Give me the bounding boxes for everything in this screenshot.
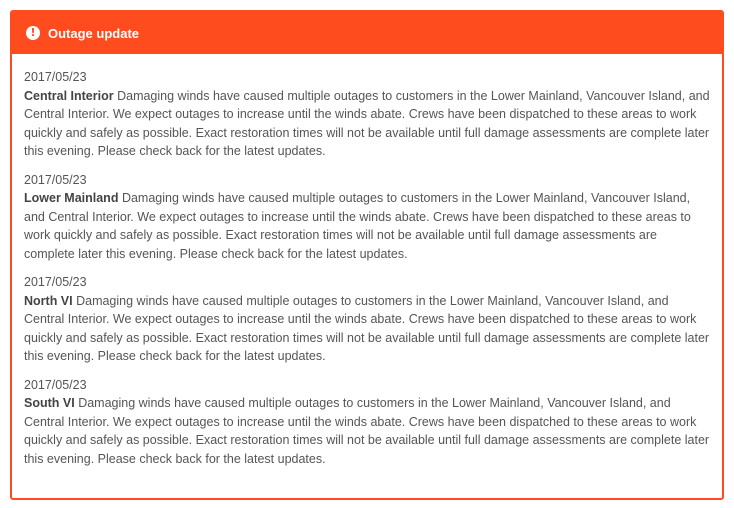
entry-date: 2017/05/23 [24,377,87,392]
outage-entry [24,376,710,469]
outage-entry [24,68,710,161]
entry-message: Damaging winds have caused multiple outages to customers in the Lower Mainland, Vancouver Island, and Central Interior. We expect outages to increase until the winds abate. Crews have been dispatched to these areas to work quickly and safely as possible. Exact restoration times will not be available until full damage assessments are complete later this evening. Please check back for the latest updates. [24,396,710,466]
alert-circle-icon: ! [26,26,40,40]
outage-update-panel [10,10,724,500]
outage-entry [24,273,710,366]
panel-body [12,68,722,468]
entry-date: 2017/05/23 [24,172,87,187]
entry-message: Damaging winds have caused multiple outages to customers in the Lower Mainland, Vancouver Island, and Central Interior. We expect outages to increase until the winds abate. Crews have been dispatched to these areas to work quickly and safely as possible. Exact restoration times will not be available until full damage assessments are complete later this evening. Please check back for the latest updates. [24,88,710,158]
entry-text [24,189,710,263]
entry-text [24,87,710,161]
entry-message: Damaging winds have caused multiple outages to customers in the Lower Mainland, Vancouver Island, and Central Interior. We expect outages to increase until the winds abate. Crews have been dispatched to these areas to work quickly and safely as possible. Exact restoration times will not be available until full damage assessments are complete later this evening. Please check back for the latest updates. [24,191,691,261]
entry-text [24,292,710,366]
outage-entry [24,171,710,264]
entry-text [24,394,710,468]
panel-header [12,12,722,54]
entry-region: Lower Mainland [24,191,119,205]
entry-region: South VI [24,396,75,410]
entry-region: North VI [24,293,73,308]
entry-region: Central Interior [24,88,114,103]
entry-message: Damaging winds have caused multiple outages to customers in the Lower Mainland, Vancouver Island, and Central Interior. We expect outages to increase until the winds abate. Crews have been dispatched to these areas to work quickly and safely as possible. Exact restoration times will not be available until full damage assessments are complete later this evening. Please check back for the latest updates. [24,293,710,363]
panel-title: Outage update [48,25,140,41]
entry-date: 2017/05/23 [24,70,87,84]
entry-date: 2017/05/23 [24,275,87,289]
